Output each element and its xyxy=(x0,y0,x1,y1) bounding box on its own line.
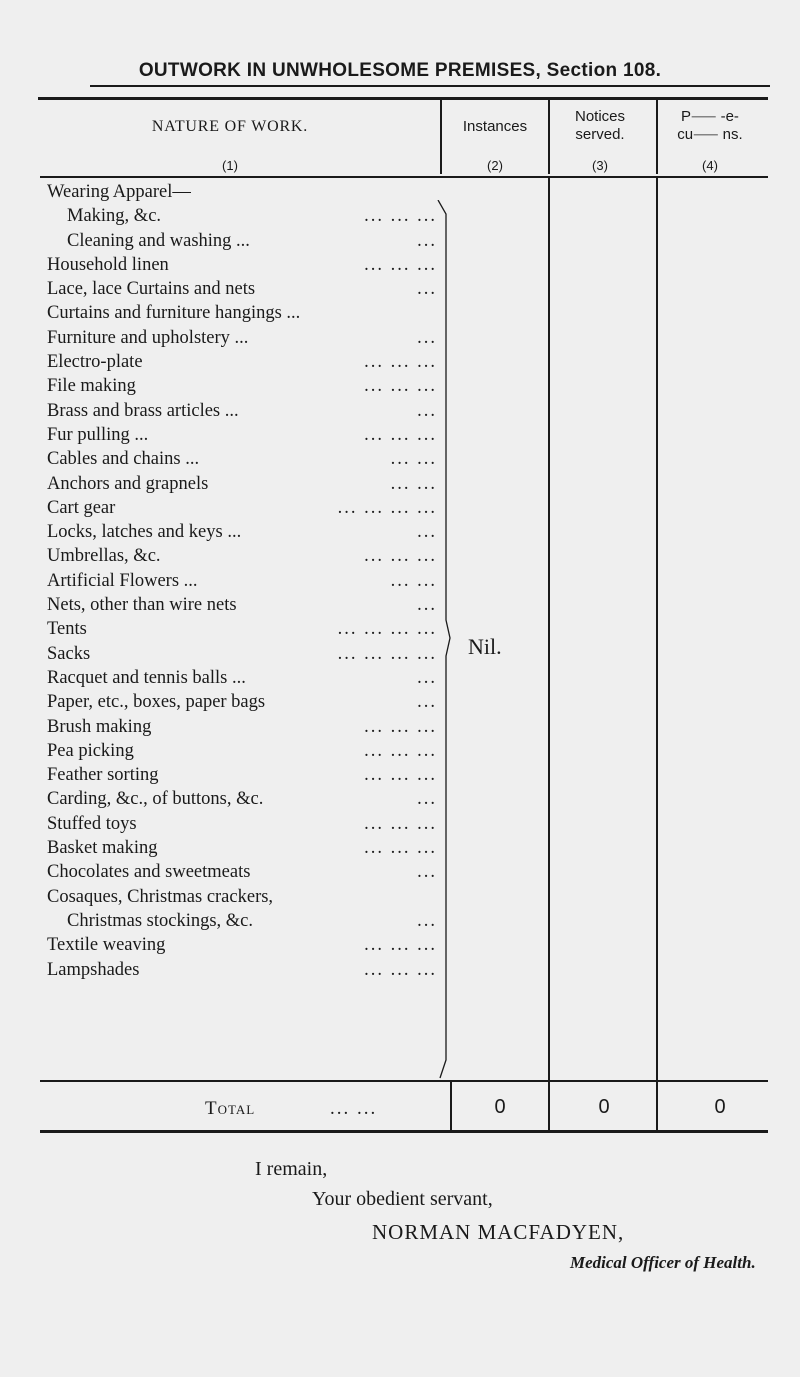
total-dots: ... ... xyxy=(330,1098,378,1119)
list-item: Paper, etc., boxes, paper bags ... xyxy=(47,692,437,713)
total-top-rule xyxy=(40,1080,768,1082)
list-item: Carding, &c., of buttons, &c. ... xyxy=(47,789,437,810)
header-bottom-rule xyxy=(40,176,768,178)
list-item: Textile weaving ... ... ... xyxy=(47,935,437,956)
signature-servant-line: Your obedient servant, xyxy=(312,1188,493,1210)
header-prosecutions-line1: P⸺ -e- xyxy=(681,108,739,125)
list-item: Pea picking ... ... ... xyxy=(47,740,437,761)
list-item: Lampshades ... ... ... xyxy=(47,959,437,980)
list-item: File making ... ... ... xyxy=(47,376,437,397)
list-item: Fur pulling ... ... ... ... xyxy=(47,424,437,445)
header-nature-of-work: NATURE OF WORK. xyxy=(151,118,309,135)
list-item: Brush making ... ... ... xyxy=(47,716,437,737)
header-instances: Instances xyxy=(462,118,528,135)
signature-role: Medical Officer of Health. xyxy=(570,1253,756,1272)
title-underline xyxy=(90,85,770,87)
column-number-3: (3) xyxy=(592,158,608,173)
column-number-2: (2) xyxy=(487,158,503,173)
total-instances-value: 0 xyxy=(494,1096,506,1118)
header-notices-line2: served. xyxy=(575,126,625,143)
list-item: Racquet and tennis balls ... ... xyxy=(47,667,437,688)
header-divider-2 xyxy=(548,100,550,174)
list-item: Locks, latches and keys ... ... xyxy=(47,522,437,543)
list-item: Christmas stockings, &c. ... xyxy=(67,910,437,931)
list-item: Cleaning and washing ... ... xyxy=(67,230,437,251)
header-divider-1 xyxy=(440,100,442,174)
list-item: Chocolates and sweetmeats ... xyxy=(47,862,437,883)
list-item: Sacks ... ... ... ... xyxy=(47,643,437,664)
list-item: Lace, lace Curtains and nets ... xyxy=(47,279,437,300)
brace-icon xyxy=(436,200,456,1080)
table-top-rule xyxy=(38,97,768,100)
list-item: Curtains and furniture hangings ... xyxy=(47,303,301,324)
list-item: Umbrellas, &c. ... ... ... xyxy=(47,546,437,567)
list-item: Artificial Flowers ... ... ... xyxy=(47,570,437,591)
column-number-4: (4) xyxy=(702,158,718,173)
list-item: Household linen ... ... ... xyxy=(47,254,437,275)
list-item: Cables and chains ... ... ... xyxy=(47,449,437,470)
list-item: Brass and brass articles ... ... xyxy=(47,400,437,421)
list-item: Feather sorting ... ... ... xyxy=(47,765,437,786)
total-prosecutions-value: 0 xyxy=(714,1096,726,1118)
list-item: Stuffed toys ... ... ... xyxy=(47,813,437,834)
page-title: OUTWORK IN UNWHOLESOME PREMISES, Section 108. xyxy=(138,60,662,81)
nature-of-work-list xyxy=(47,180,437,982)
total-notices-value: 0 xyxy=(598,1096,610,1118)
header-notices-line1: Notices xyxy=(574,108,626,125)
header-divider-3 xyxy=(656,100,658,174)
signature-closing: I remain, xyxy=(255,1158,328,1180)
list-item: Anchors and grapnels ... ... xyxy=(47,473,437,494)
list-item: Furniture and upholstery ... ... xyxy=(47,327,437,348)
list-item: Basket making ... ... ... xyxy=(47,838,437,859)
body-divider-notices xyxy=(548,178,550,1080)
total-divider-3 xyxy=(656,1080,658,1130)
list-item: Cart gear ... ... ... ... xyxy=(47,497,437,518)
list-item: Making, &c. ... ... ... xyxy=(67,206,437,227)
total-label: Total xyxy=(205,1098,256,1119)
total-divider-2 xyxy=(548,1080,550,1130)
list-item: Cosaques, Christmas crackers, xyxy=(47,886,274,907)
column-number-1: (1) xyxy=(222,158,238,173)
total-divider-1 xyxy=(450,1080,452,1130)
header-prosecutions-line2: cu⸺ ns. xyxy=(677,126,743,143)
nil-entry: Nil. xyxy=(468,634,502,659)
body-divider-prosecutions xyxy=(656,178,658,1080)
signature-name: NORMAN MACFADYEN, xyxy=(372,1220,625,1244)
list-item: Nets, other than wire nets ... xyxy=(47,595,437,616)
list-item: Wearing Apparel— xyxy=(47,182,191,202)
list-item: Electro-plate ... ... ... xyxy=(47,352,437,373)
list-item: Tents ... ... ... ... xyxy=(47,619,437,640)
table-bottom-rule xyxy=(40,1130,768,1133)
